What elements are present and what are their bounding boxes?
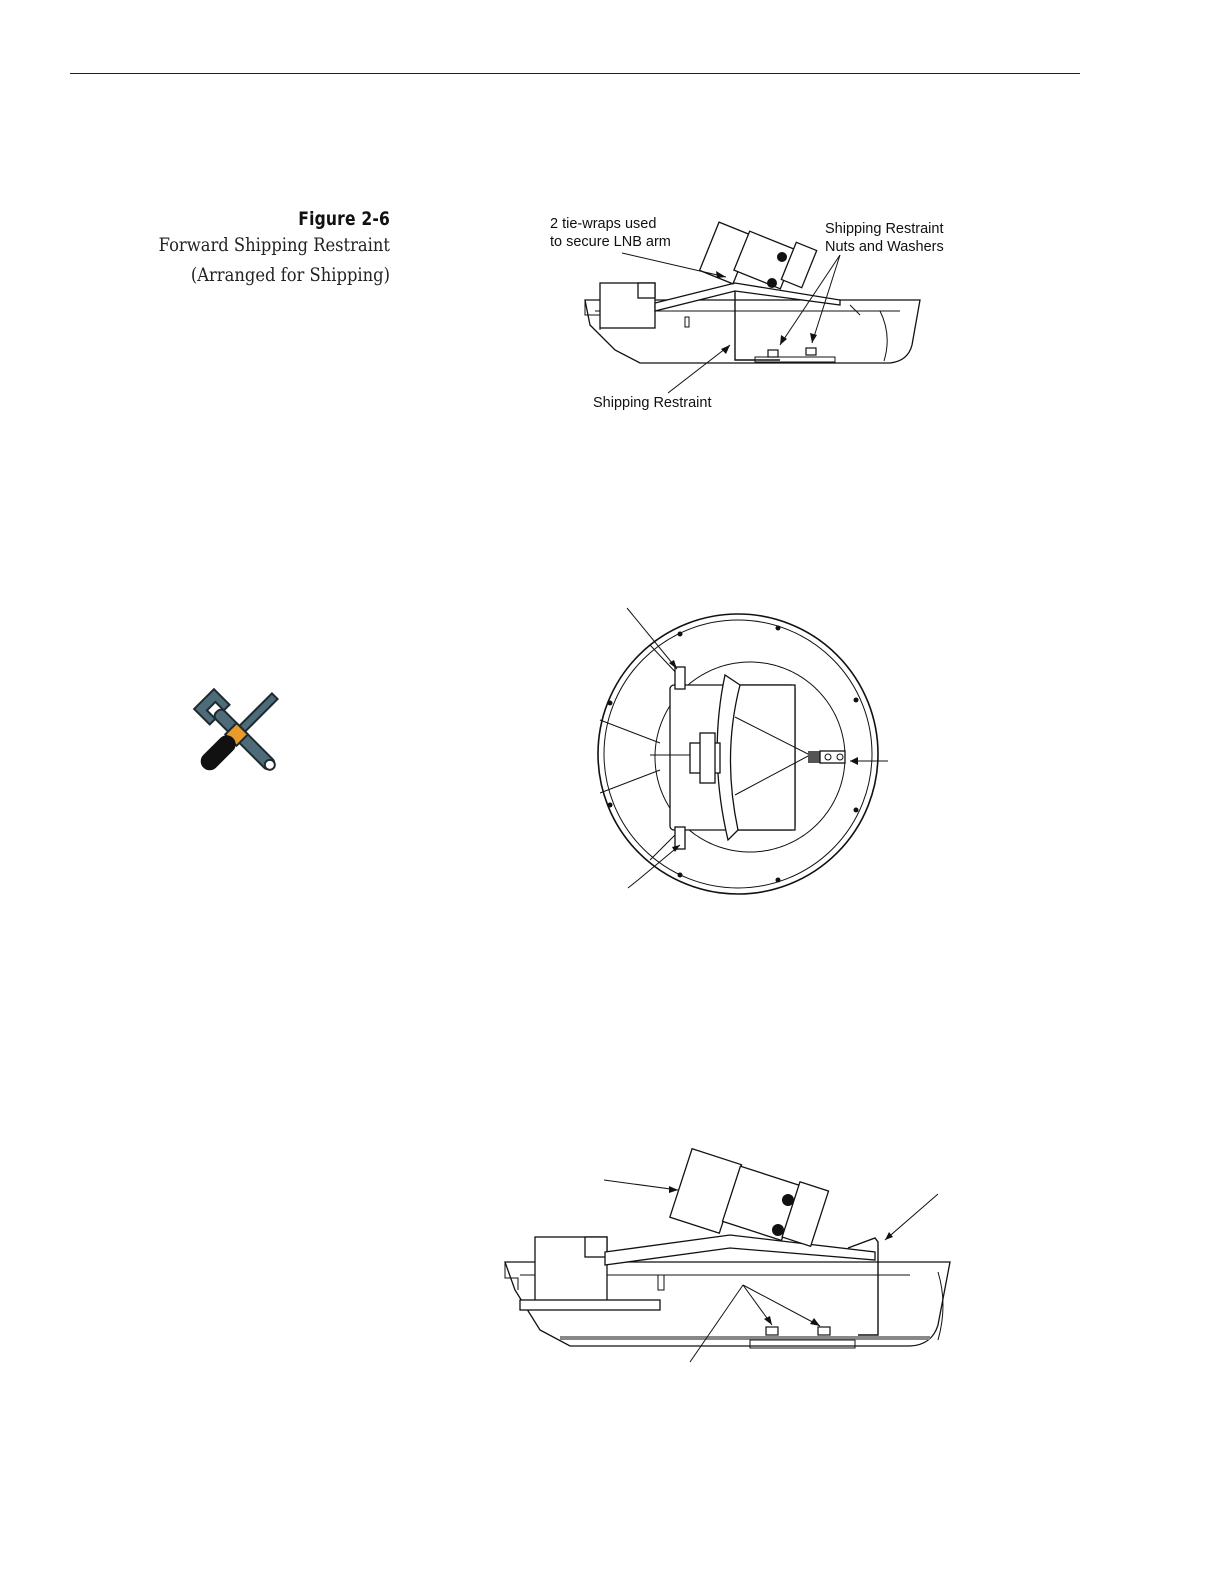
label-tiewraps-line1: 2 tie-wraps used [550, 216, 657, 232]
figure-title-line2: (Arranged for Shipping) [190, 264, 390, 286]
label-tiewraps-line2: to secure LNB arm [550, 234, 671, 250]
figure-title-line1: Forward Shipping Restraint [158, 234, 390, 256]
diagram-top-view [590, 605, 910, 905]
diagram-side-view-shipping [540, 205, 970, 420]
diagram-side-view [500, 1140, 960, 1370]
figure-caption [60, 208, 390, 290]
header-rule [70, 73, 1080, 74]
figure-number: Figure 2-6 [298, 208, 390, 230]
label-nuts-line2: Nuts and Washers [825, 239, 944, 255]
label-nuts-line1: Shipping Restraint [825, 221, 944, 237]
wrench-screwdriver-icon [188, 683, 288, 783]
label-shipping-restraint: Shipping Restraint [593, 395, 712, 411]
